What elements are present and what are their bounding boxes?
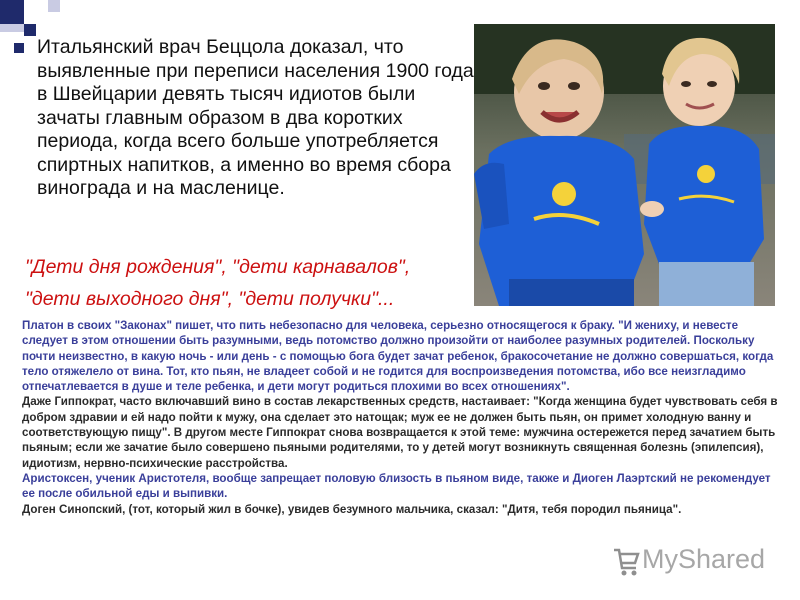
corner-square [0, 24, 24, 32]
quote-line-1: "Дети дня рождения", "дети карнавалов", [25, 256, 411, 278]
diogenes-paragraph: Доген Синопский, (тот, который жил в бочке), увидев безумного мальчика, сказал: "Дитя, тебя породил пьяница". [22, 502, 682, 516]
corner-square [0, 0, 24, 24]
corner-square [48, 0, 60, 12]
bullet-marker [14, 43, 24, 53]
children-photo-illustration [474, 24, 775, 306]
corner-square [24, 0, 48, 24]
logo-text: MyShared [642, 544, 766, 574]
body-text [22, 318, 782, 517]
children-photo [474, 24, 775, 306]
aristoxenus-paragraph: Аристоксен, ученик Аристотеля, вообще запрещает половую близость в пьяном виде, также и Диоген Лаэртский не рекомендует ее после обильной еды и выпивки. [22, 471, 771, 501]
corner-square [24, 24, 36, 36]
quote-line-2: "дети выходного дня", "дети получки"... [25, 288, 395, 310]
myshared-logo [612, 542, 782, 580]
plato-paragraph: Платон в своих "Законах" пишет, что пить небезопасно для человека, серьезно относящегося к браку. "И жениху, и невесте следует в этом отношении быть разумными, ведь потомство должно произойти от наиболее разумных родителей. Поскольку почти неизвестно, в какую ночь - или день - с помощью бога будет зачат ребенок, бракосочетание не должно совершаться, когда тело отяжелело от вина. Тот, кто пьян, не владеет собой и не годится для воспроизведения потомства, ибо все неизгладимо отпечатлевается в душе и теле ребенка, и дети могут родиться плохими во всех отношениях". [22, 319, 774, 394]
main-paragraph: Итальянский врач Беццола доказал, что выявленные при переписи населения 1900 года в Швейцарии девять тысяч идиотов были зачаты главным образом в два коротких периода, когда всего больше употребляется спиртных напитков, а именно во время сбора винограда и на масленице. [37, 36, 474, 199]
cart-icon [612, 546, 640, 578]
hippocrates-paragraph: Даже Гиппократ, часто включавший вино в состав лекарственных средств, настаивает: "Когда женщина будет чувствовать себя в добром здравии и ей надо пойти к мужу, она сделает это натощак; муж ее не должен быть пьян, он примет холодную ванну и соответствующую пищу". В другом месте Гиппократ снова возвращается к этой теме: мужчина остережется перед зачатием быть пьяным; если же зачатие было совершено пьяными родителями, то у детей могут возникнуть священная болезнь (эпилепсия), идиотизм, нервно-психические расстройства. [22, 395, 778, 470]
